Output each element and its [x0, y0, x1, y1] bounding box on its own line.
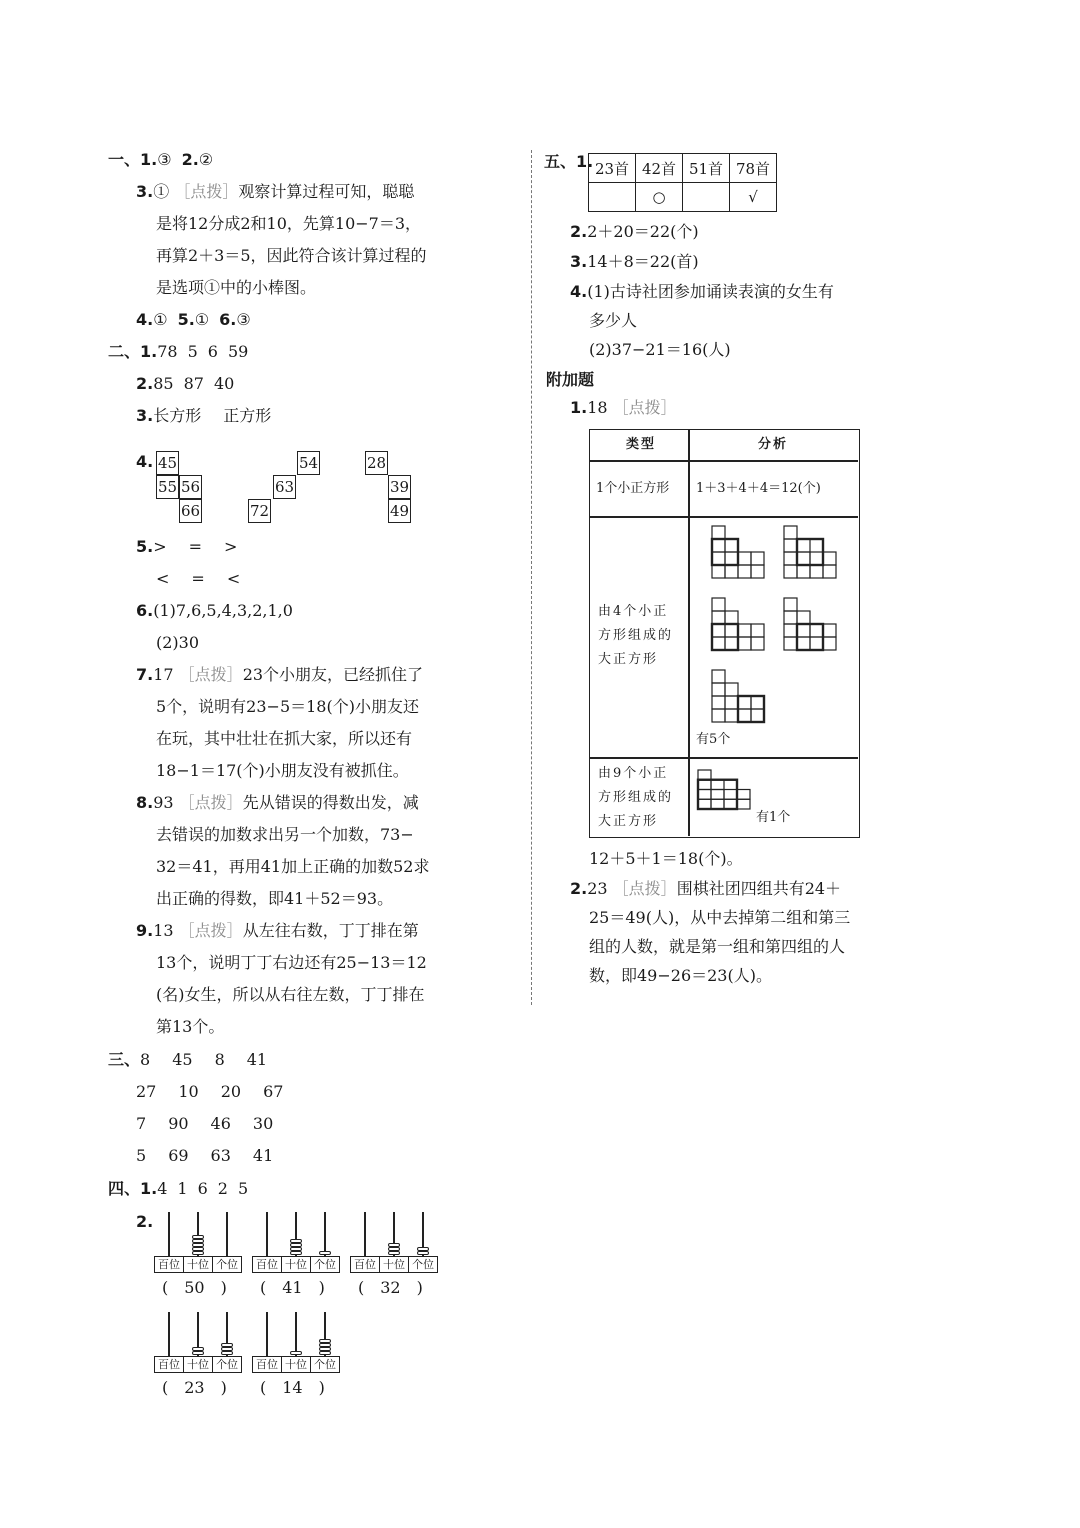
grid-cell: 39 [388, 475, 411, 499]
unit-square [751, 709, 764, 722]
row-2-analysis: 有5个 [696, 732, 731, 747]
abacus-rod [266, 1212, 268, 1256]
unit-square [712, 683, 725, 696]
abacus-bead [319, 1339, 331, 1343]
answer-3-line-4: 是选项①中的小棒图。 [156, 278, 317, 297]
unit-square [711, 790, 724, 800]
answer-5-4-line-3: (2)37−21＝16(人) [589, 340, 731, 359]
unit-square [751, 565, 764, 578]
place-value-label: 十位 [281, 1256, 311, 1273]
unit-square [698, 790, 711, 800]
abacus-bead [319, 1251, 331, 1255]
poem-count-table [588, 153, 777, 212]
unit-square [738, 709, 751, 722]
place-value-label: 十位 [281, 1356, 311, 1373]
abacus-bead [417, 1251, 429, 1255]
unit-square [698, 780, 711, 790]
place-value-label: 百位 [252, 1356, 282, 1373]
answer-3-line-1: 3.① ［点拨］观察计算过程可知，聪聪 [136, 182, 415, 201]
answer-2-3: 3.长方形 正方形 [136, 406, 272, 425]
answer-2-7-line-4: 18−1＝17(个)小朋友没有被抓住。 [156, 761, 409, 780]
place-value-label: 个位 [310, 1356, 340, 1373]
answer-4-2-num: 2. [136, 1212, 154, 1231]
abacus-answer: ( 32 ) [358, 1278, 423, 1297]
unit-square [712, 598, 725, 611]
abacus-answer: ( 41 ) [260, 1278, 325, 1297]
answer-3-line-2: 是将12分成2和10，先算10−7＝3， [156, 214, 422, 233]
unit-square [738, 624, 751, 637]
row-3-type-line: 方形组成的 [598, 790, 674, 805]
place-value-label: 十位 [183, 1356, 213, 1373]
abacus-rod [168, 1212, 170, 1256]
abacus-bead [417, 1247, 429, 1251]
extra-answer-2-line-1: 2.23 ［点拨］围棋社团四组共有24＋ [570, 879, 842, 898]
grid-cell: 28 [365, 451, 388, 475]
unit-square [712, 709, 725, 722]
abacus-bead [192, 1239, 204, 1243]
unit-square [797, 624, 810, 637]
answer-2-9-line-4: 第13个。 [156, 1017, 225, 1036]
unit-square [738, 552, 751, 565]
unit-square [797, 552, 810, 565]
abacus-rod [295, 1312, 297, 1356]
unit-square [698, 770, 711, 780]
answer-3-row-3: 7 90 46 30 [136, 1114, 274, 1133]
section-5-label: 五、1. [544, 152, 594, 171]
abacus-rod [324, 1212, 326, 1256]
extra-answer-2-line-2: 25＝49(人)，从中去掉第二组和第三 [589, 908, 851, 927]
unit-square [725, 539, 738, 552]
unit-square [810, 565, 823, 578]
unit-square [712, 611, 725, 624]
abacus-bead [192, 1243, 204, 1247]
square-analysis-table [589, 429, 860, 838]
answer-3-row-2: 27 10 20 67 [136, 1082, 284, 1101]
place-value-label: 百位 [252, 1256, 282, 1273]
unit-square [797, 611, 810, 624]
unit-square [725, 709, 738, 722]
unit-square [823, 637, 836, 650]
unit-square [712, 539, 725, 552]
abacus-rod [168, 1312, 170, 1356]
abacus-bead [388, 1243, 400, 1247]
abacus-bead [192, 1235, 204, 1239]
table-header-cell: 42首 [636, 154, 683, 183]
row-3-analysis: 有1个 [756, 810, 791, 825]
unit-square [725, 611, 738, 624]
abacus-bead [221, 1351, 233, 1355]
place-value-label: 个位 [212, 1256, 242, 1273]
answer-2-9-line-1: 9.13 ［点拨］从左往右数，丁丁排在第 [136, 921, 419, 940]
grid-cell: 55 [156, 475, 179, 499]
table-mark-cell: √ [730, 183, 777, 212]
unit-square [751, 552, 764, 565]
unit-square [711, 780, 724, 790]
row-3-type-line: 大正方形 [598, 814, 659, 829]
unit-square [823, 552, 836, 565]
unit-square [711, 799, 724, 809]
square-figures [590, 430, 858, 836]
place-value-label: 十位 [379, 1256, 409, 1273]
unit-square [784, 598, 797, 611]
place-value-label: 个位 [310, 1256, 340, 1273]
table-header-cell: 23首 [589, 154, 636, 183]
answer-2-9-line-2: 13个，说明丁丁右边还有25−13＝12 [156, 953, 427, 972]
place-value-label: 个位 [408, 1256, 438, 1273]
answer-line-4-6: 4.① 5.① 6.③ [136, 310, 251, 329]
unit-square [810, 552, 823, 565]
unit-square [738, 565, 751, 578]
unit-square [784, 526, 797, 539]
unit-square [737, 799, 750, 809]
hint-tag: ［点拨］ [178, 793, 243, 812]
abacus-bead [290, 1243, 302, 1247]
answer-3-line-3: 再算2＋3＝5，因此符合该计算过程的 [156, 246, 427, 265]
table-header-cell: 78首 [730, 154, 777, 183]
place-value-label: 百位 [154, 1256, 184, 1273]
grid-cell: 45 [156, 451, 179, 475]
unit-square [724, 799, 737, 809]
unit-square [738, 637, 751, 650]
unit-square [712, 670, 725, 683]
abacus-bead [319, 1347, 331, 1351]
hint-tag: ［点拨］ [612, 879, 677, 898]
answer-2-6-part-1: 6.(1)7,6,5,4,3,2,1,0 [136, 601, 293, 620]
unit-square [724, 790, 737, 800]
unit-square [737, 790, 750, 800]
answer-3-row-4: 5 69 63 41 [136, 1146, 274, 1165]
row-1-type: 1个小正方形 [596, 481, 670, 496]
table-mark-cell: ○ [636, 183, 683, 212]
grid-cell: 66 [179, 499, 202, 523]
extra-title: 附加题 [546, 370, 595, 389]
unit-square [751, 624, 764, 637]
unit-square [712, 526, 725, 539]
unit-square [751, 637, 764, 650]
unit-square [725, 683, 738, 696]
abacus-bead [388, 1251, 400, 1255]
abacus-bead [192, 1351, 204, 1355]
answer-3-row-1: 三、8 45 8 41 [108, 1050, 268, 1069]
table-header-type: 类型 [626, 437, 657, 452]
unit-square [823, 624, 836, 637]
abacus-bead [290, 1239, 302, 1243]
answer-2-5-row-1: 5.> = > [136, 537, 238, 556]
answer-2-5-row-2: < = < [156, 569, 241, 588]
row-2-type-line: 由4个小正 [598, 604, 669, 619]
unit-square [823, 565, 836, 578]
unit-square [784, 611, 797, 624]
answer-2-7-line-3: 在玩，其中壮壮在抓大家，所以还有 [156, 729, 413, 748]
unit-square [712, 624, 725, 637]
unit-square [725, 552, 738, 565]
unit-square [784, 539, 797, 552]
place-value-label: 百位 [350, 1256, 380, 1273]
answer-2-9-line-3: (名)女生，所以从右往左数，丁丁排在 [156, 985, 425, 1004]
row-1-analysis: 1＋3＋4＋4＝12(个) [696, 481, 821, 496]
hint-tag: ［点拨］ [612, 398, 677, 417]
answer-5-4-line-2: 多少人 [589, 311, 638, 330]
unit-square [698, 780, 737, 809]
answer-2-1: 二、1.78 5 6 59 [108, 342, 249, 361]
unit-square [810, 624, 823, 637]
unit-square [797, 539, 810, 552]
unit-square [712, 565, 725, 578]
answer-2-7-line-2: 5个，说明有23−5＝18(个)小朋友还 [156, 697, 419, 716]
place-value-label: 百位 [154, 1356, 184, 1373]
column-divider [531, 150, 532, 1005]
abacus-bead [192, 1347, 204, 1351]
table-mark-cell [683, 183, 730, 212]
abacus-bead [319, 1351, 331, 1355]
abacus-bead [221, 1343, 233, 1347]
unit-square [738, 696, 751, 709]
abacus-bead [192, 1247, 204, 1251]
unit-square [751, 696, 764, 709]
grid-cell: 49 [388, 499, 411, 523]
extra-answer-1-sum: 12＋5＋1＝18(个)。 [589, 849, 743, 868]
answer-line-1-2: 一、1.③ 2.② [108, 150, 214, 169]
abacus-rod [266, 1312, 268, 1356]
unit-square [784, 565, 797, 578]
unit-square [797, 565, 810, 578]
place-value-label: 个位 [212, 1356, 242, 1373]
unit-square [725, 565, 738, 578]
abacus-bead [290, 1351, 302, 1355]
unit-square [725, 637, 738, 650]
unit-square [712, 637, 725, 650]
unit-square [725, 624, 738, 637]
answer-5-2: 2.2＋20＝22(个) [570, 222, 699, 241]
answer-5-4-line-1: 4.(1)古诗社团参加诵读表演的女生有 [570, 282, 834, 301]
abacus-answer: ( 23 ) [162, 1378, 227, 1397]
extra-answer-1: 1.18 ［点拨］ [570, 398, 677, 417]
answer-2-4-num: 4. [136, 452, 154, 471]
extra-answer-2-line-4: 数，即49−26＝23(人)。 [589, 966, 772, 985]
hint-tag: ［点拨］ [178, 921, 243, 940]
abacus-bead [290, 1251, 302, 1255]
unit-square [797, 637, 810, 650]
grid-cell: 54 [297, 451, 320, 475]
unit-square [784, 637, 797, 650]
answer-2-8-line-4: 出正确的得数，即41＋52＝93。 [156, 889, 394, 908]
abacus-answer: ( 14 ) [260, 1378, 325, 1397]
answer-5-3: 3.14＋8＝22(首) [570, 252, 699, 271]
row-2-type-line: 方形组成的 [598, 628, 674, 643]
row-3-type-line: 由9个小正 [598, 766, 669, 781]
answer-2-6-part-2: (2)30 [156, 633, 200, 652]
abacus-bead [221, 1347, 233, 1351]
answer-2-2: 2.85 87 40 [136, 374, 235, 393]
extra-answer-2-line-3: 组的人数，就是第一组和第四组的人 [589, 937, 846, 956]
table-mark-cell [589, 183, 636, 212]
grid-cell: 72 [248, 499, 271, 523]
answer-2-7-line-1: 7.17 ［点拨］23个小朋友，已经抓住了 [136, 665, 424, 684]
table-header-cell: 51首 [683, 154, 730, 183]
unit-square [784, 552, 797, 565]
abacus-bead [388, 1247, 400, 1251]
abacus-answer: ( 50 ) [162, 1278, 227, 1297]
abacus-bead [290, 1247, 302, 1251]
unit-square [784, 624, 797, 637]
grid-cell: 56 [179, 475, 202, 499]
abacus-bead [319, 1343, 331, 1347]
hint-tag: ［点拨］ [178, 665, 243, 684]
grid-cell: 63 [273, 475, 296, 499]
abacus-rod [364, 1212, 366, 1256]
table-header-analysis: 分析 [758, 437, 789, 452]
answer-2-8-line-3: 32＝41，再用41加上正确的加数52求 [156, 857, 430, 876]
answer-4-1: 四、1.4 1 6 2 5 [108, 1179, 249, 1198]
abacus-rod [226, 1212, 228, 1256]
unit-square [725, 696, 738, 709]
hint-tag: ［点拨］ [174, 182, 239, 201]
unit-square [698, 799, 711, 809]
place-value-label: 十位 [183, 1256, 213, 1273]
unit-square [810, 637, 823, 650]
answer-2-8-line-1: 8.93 ［点拨］先从错误的得数出发，减 [136, 793, 419, 812]
unit-square [712, 696, 725, 709]
row-2-type-line: 大正方形 [598, 652, 659, 667]
answer-2-8-line-2: 去错误的加数求出另一个加数，73− [156, 825, 414, 844]
abacus-bead [192, 1251, 204, 1255]
unit-square [712, 552, 725, 565]
